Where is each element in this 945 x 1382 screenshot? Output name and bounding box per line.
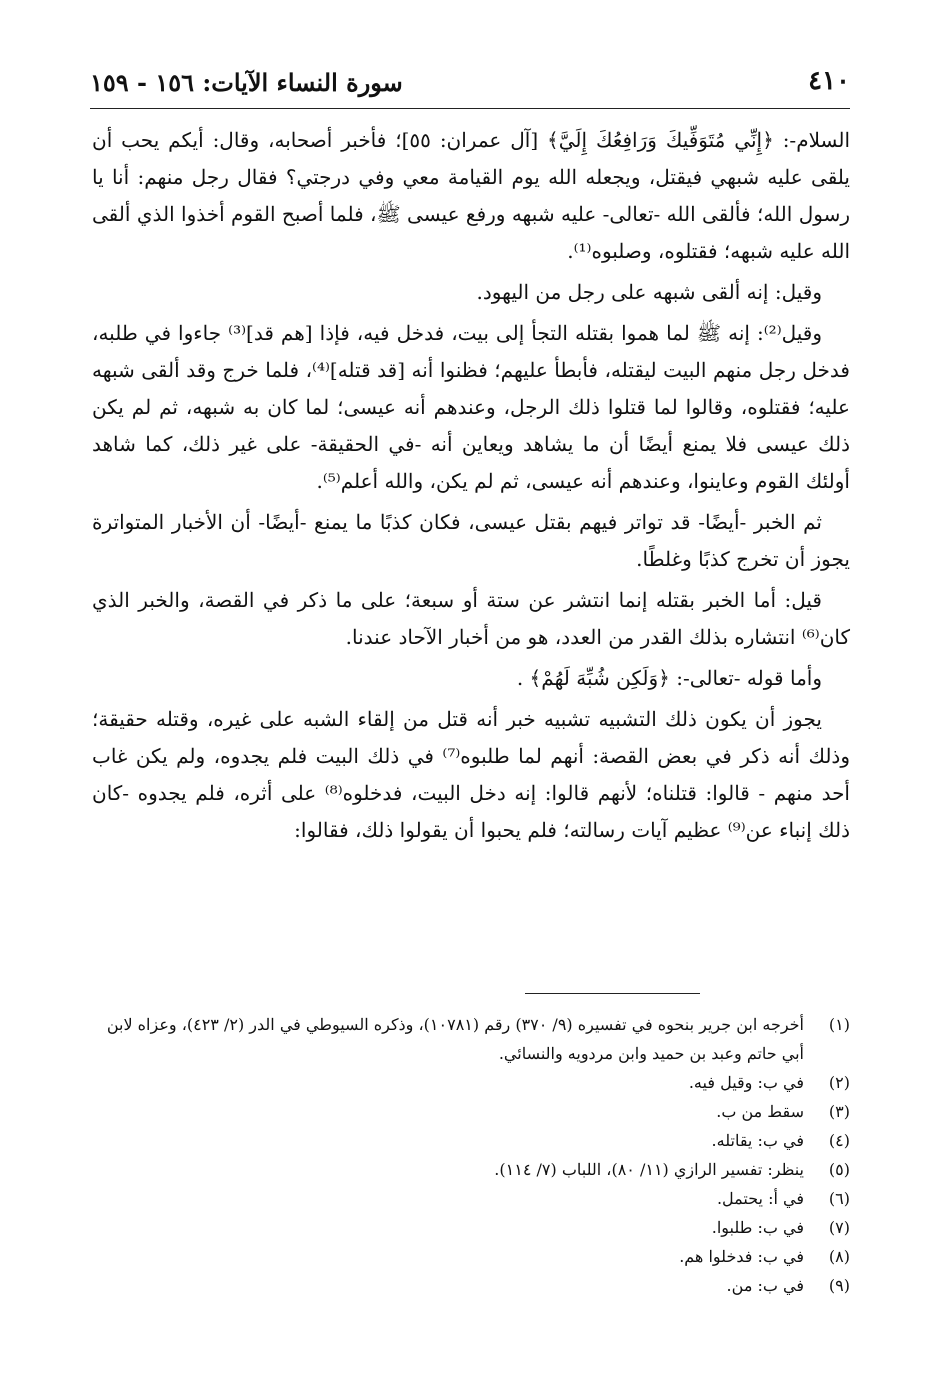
footnote-number: (٦) <box>828 1189 850 1208</box>
footnote-number: (٤) <box>828 1131 850 1150</box>
footnote-number: (٢) <box>828 1073 850 1092</box>
footnote-item <box>92 1068 850 1097</box>
running-title: سورة النساء الآيات: ١٥٦ - ١٥٩ <box>90 68 403 97</box>
footnote-item <box>92 1271 850 1300</box>
paragraph: ثم الخبر -أيضًا- قد تواتر فيهم بقتل عيسى، فكان كذبًا ما يمنع -أيضًا- أن الأخبار المتواترة يجوز أن تخرج كذبًا وغلطًا. <box>92 510 850 571</box>
footnote-item <box>92 1097 850 1126</box>
footnote-item <box>92 1155 850 1184</box>
paragraph: يجوز أن يكون ذلك التشبيه تشبيه خبر أنه قتل من إلقاء الشبه على غيره، وقتله حقيقة؛ وذلك أنه ذكر في بعض القصة: أنهم لما طلبوه⁽⁷⁾ في ذلك البيت فلم يجدوه، ولم يكن غاب أحد منهم - قالوا: قتلناه؛ لأنهم قالوا: إنه دخل البيت، فدخلوه⁽⁸⁾ على أثره، فلم يجدوه -كان ذلك إنباء عن⁽⁹⁾ عظيم آيات رسالته؛ فلم يحبوا أن يقولوا ذلك، فقالوا: <box>92 707 850 842</box>
footnote-text: في ب: فدخلوا هم. <box>679 1247 804 1266</box>
footnote-divider <box>525 993 700 994</box>
footnote-text: في ب: من. <box>726 1276 804 1295</box>
footnote-text: في أ: يحتمل. <box>716 1189 804 1208</box>
footnote-text: أخرجه ابن جرير بنحوه في تفسيره (٩/ ٣٧٠) رقم (١٠٧٨١)، وذكره السيوطي في الدر (٢/ ٤٢٣)، وعزاه لابن أبي حاتم وعبد بن حميد وابن مردويه والنسائي. <box>106 1015 804 1063</box>
footnotes <box>92 1010 850 1300</box>
main-text <box>92 122 850 853</box>
footnote-number: (٩) <box>828 1276 850 1295</box>
footnote-number: (٥) <box>828 1160 850 1179</box>
page-number: ٤١٠ <box>808 66 850 96</box>
footnote-item <box>92 1010 850 1068</box>
footnote-number: (١) <box>828 1015 850 1034</box>
footnote-number: (٧) <box>828 1218 850 1237</box>
paragraph: وقيل⁽²⁾: إنه ﷺ لما هموا بقتله التجأ إلى بيت، فدخل فيه، فإذا [هم قد]⁽³⁾ جاءوا في طلبه، فدخل رجل منهم البيت ليقتله، فأبطأ عليهم؛ فظنوا أنه [قد قتله]⁽⁴⁾، فلما خرج وقد ألقى شبهه عليه؛ فقتلوه، وقالوا لما قتلوا ذلك الرجل، وعندهم أنه عيسى؛ لما كان به شبهه، ثم لم يكن ذلك عيسى فلا يمنع أيضًا أن ما يشاهد ويعاين أنه -في الحقيقة- على غير ذلك، كما شاهد أولئك القوم وعاينوا، وعندهم أنه عيسى، ثم لم يكن، والله أعلم⁽⁵⁾. <box>92 321 850 493</box>
footnote-item <box>92 1126 850 1155</box>
footnote-number: (٨) <box>828 1247 850 1266</box>
paragraph: وقيل: إنه ألقى شبهه على رجل من اليهود. <box>476 280 822 304</box>
footnote-text: سقط من ب. <box>716 1102 804 1121</box>
footnote-item <box>92 1242 850 1271</box>
paragraph: وأما قوله -تعالى-: ﴿وَلَكِن شُبِّهَ لَهُمْ﴾ . <box>516 666 822 690</box>
footnote-text: في ب: يقاتله. <box>711 1131 804 1150</box>
footnote-item <box>92 1213 850 1242</box>
footnote-text: في ب: طلبوا. <box>711 1218 804 1237</box>
footnote-number: (٣) <box>828 1102 850 1121</box>
paragraph: قيل: أما الخبر بقتله إنما انتشر عن ستة أو سبعة؛ على ما ذكر في القصة، والخبر الذي كان⁽⁶⁾ انتشاره بذلك القدر من العدد، هو من أخبار الآحاد عندنا. <box>92 588 850 649</box>
footnote-text: في ب: وقيل فيه. <box>688 1073 804 1092</box>
paragraph: السلام-: ﴿إِنِّي مُتَوَفِّيكَ وَرَافِعُكَ إِلَيَّ﴾ [آل عمران: ٥٥]؛ فأخبر أصحابه، وقال: أيكم يحب أن يلقى عليه شبهي فيقتل، ويجعله الله يوم القيامة معي وفي درجتي؟ فقال رجل منهم: أنا يا رسول الله؛ فألقى الله -تعالى- عليه شبهه ورفع عيسى ﷺ، فلما أصبح القوم أخذوا الذي ألقى الله عليه شبهه؛ فقتلوه، وصلبوه⁽¹⁾. <box>92 128 850 263</box>
footnote-item <box>92 1184 850 1213</box>
footnote-text: ينظر: تفسير الرازي (١١/ ٨٠)، اللباب (٧/ ١١٤). <box>494 1160 804 1179</box>
page-header <box>90 62 850 109</box>
